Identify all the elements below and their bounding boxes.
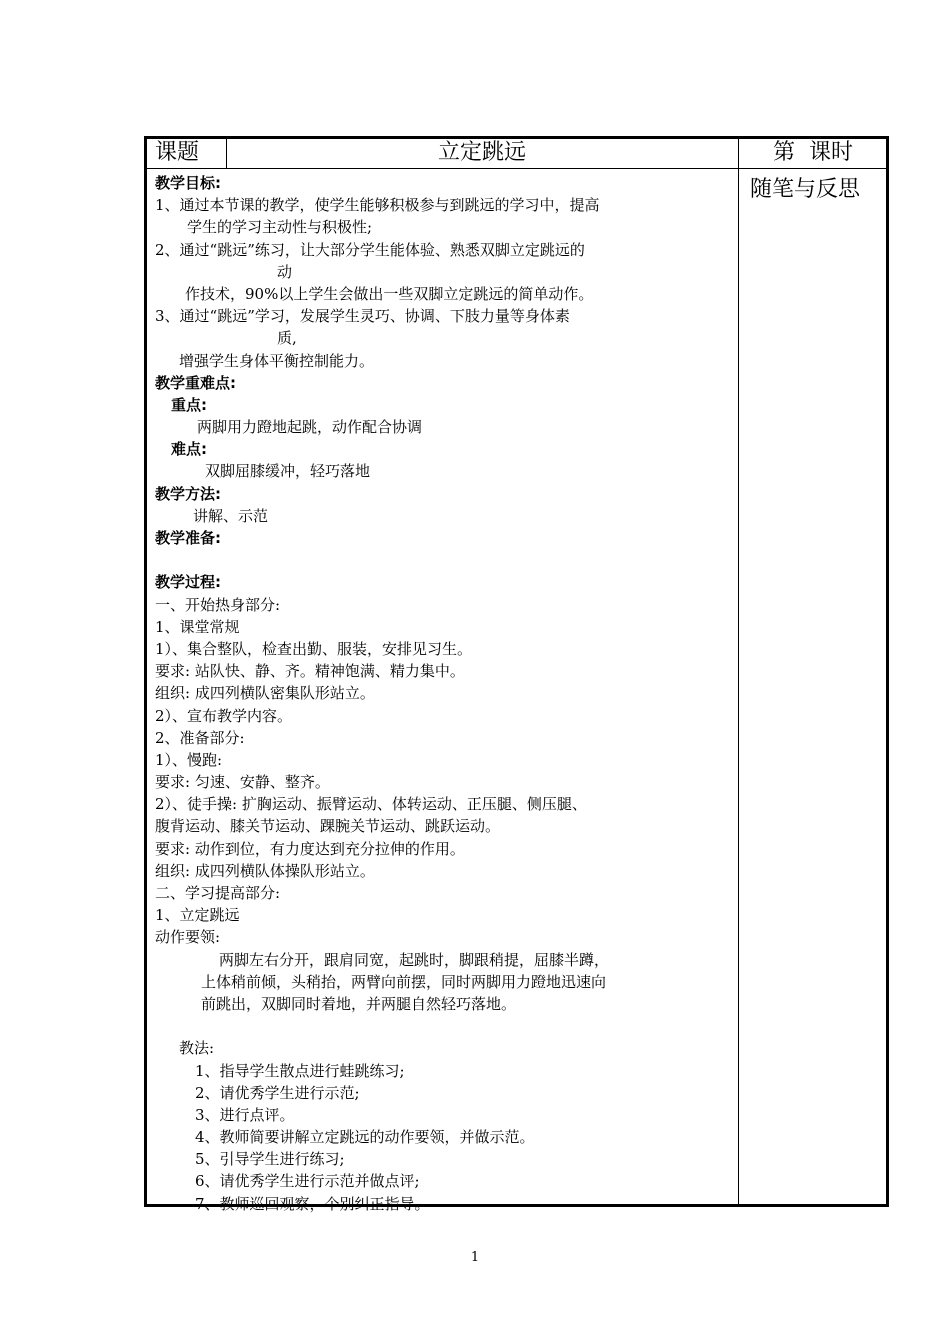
text-line: 1）、慢跑: xyxy=(155,750,223,769)
text-line: 1、指导学生散点进行蛙跳练习; xyxy=(195,1061,405,1080)
text-line: 4、教师简要讲解立定跳远的动作要领，并做示范。 xyxy=(195,1128,535,1147)
text-line: 双脚屈膝缓冲，轻巧落地 xyxy=(205,462,371,481)
text-line: 动 xyxy=(277,262,293,281)
text-line: 1）、集合整队，检查出勤、服装，安排见习生。 xyxy=(155,639,473,658)
text-line: 7、教师巡回观察，个别纠正指导。 xyxy=(195,1194,430,1213)
section-heading: 教学目标: xyxy=(155,174,221,192)
text-line: 要求: 站队快、静、齐。精神饱满、精力集中。 xyxy=(155,662,465,681)
text-line: 前跳出，双脚同时着地，并两腿自然轻巧落地。 xyxy=(201,994,517,1013)
text-line: 3、进行点评。 xyxy=(195,1105,295,1124)
text-line: 1、课堂常规 xyxy=(155,617,240,636)
text-line: 2）、宣布教学内容。 xyxy=(155,706,293,725)
text-line: 两脚用力蹬地起跳，动作配合协调 xyxy=(197,418,423,437)
reflection-column-divider xyxy=(738,138,739,1205)
text-line: 3、通过“跳远”学习，发展学生灵巧、协调、下肢力量等身体素 xyxy=(155,307,570,326)
text-line: 学生的学习主动性与积极性; xyxy=(187,218,373,237)
blank-line xyxy=(155,1015,730,1037)
header-divider xyxy=(146,168,887,169)
lesson-period-label: 第 课时 xyxy=(773,140,853,165)
text-line: 1、立定跳远 xyxy=(155,906,240,925)
text-line: 质, xyxy=(277,329,297,348)
topic-label: 课题 xyxy=(155,140,200,165)
text-line: 要求: 匀速、安静、整齐。 xyxy=(155,773,330,792)
blank-line xyxy=(155,549,730,571)
section-heading: 难点: xyxy=(171,440,207,459)
text-line: 上体稍前倾，头稍抬，两臂向前摆，同时两脚用力蹬地迅速向 xyxy=(201,972,607,991)
text-line: 两脚左右分开，跟肩同宽，起跳时，脚跟稍提，屈膝半蹲， xyxy=(219,950,610,969)
lesson-plan-body xyxy=(155,172,730,1215)
section-heading: 教学过程: xyxy=(155,573,221,592)
text-line: 5、引导学生进行练习; xyxy=(195,1150,345,1169)
text-line: 动作要领: xyxy=(155,928,221,947)
text-line: 2）、徒手操: 扩胸运动、振臂运动、体转运动、正压腿、侧压腿、 xyxy=(155,795,587,814)
text-line: 二、学习提高部分: xyxy=(155,884,281,902)
text-line: 组织: 成四列横队密集队形站立。 xyxy=(155,684,375,703)
section-heading: 教学方法: xyxy=(155,484,221,503)
text-line: 讲解、示范 xyxy=(193,506,269,525)
reflection-label: 随笔与反思 xyxy=(750,177,861,202)
text-line: 1、通过本节课的教学，使学生能够积极参与到跳远的学习中，提高 xyxy=(155,196,600,215)
page-number: 1 xyxy=(470,1250,480,1265)
section-heading: 重点: xyxy=(171,395,207,414)
text-line: 作技术，90%以上学生会做出一些双脚立定跳远的简单动作。 xyxy=(185,284,594,303)
section-heading: 教学准备: xyxy=(155,529,221,547)
text-line: 要求: 动作到位，有力度达到充分拉伸的作用。 xyxy=(155,839,465,858)
section-heading: 教学重难点: xyxy=(155,373,236,392)
text-line: 2、准备部分: xyxy=(155,728,245,747)
text-line: 2、通过“跳远”练习，让大部分学生能体验、熟悉双脚立定跳远的 xyxy=(155,240,585,259)
topic-title: 立定跳远 xyxy=(437,140,526,165)
text-line: 6、请优秀学生进行示范并做点评; xyxy=(195,1172,420,1191)
text-line: 增强学生身体平衡控制能力。 xyxy=(179,351,375,370)
text-line: 教法: xyxy=(179,1039,215,1058)
text-line: 腹背运动、膝关节运动、踝腕关节运动、跳跃运动。 xyxy=(155,817,501,836)
text-line: 一、开始热身部分: xyxy=(155,595,281,614)
text-line: 2、请优秀学生进行示范; xyxy=(195,1083,360,1102)
text-line: 组织: 成四列横队体操队形站立。 xyxy=(155,861,375,880)
